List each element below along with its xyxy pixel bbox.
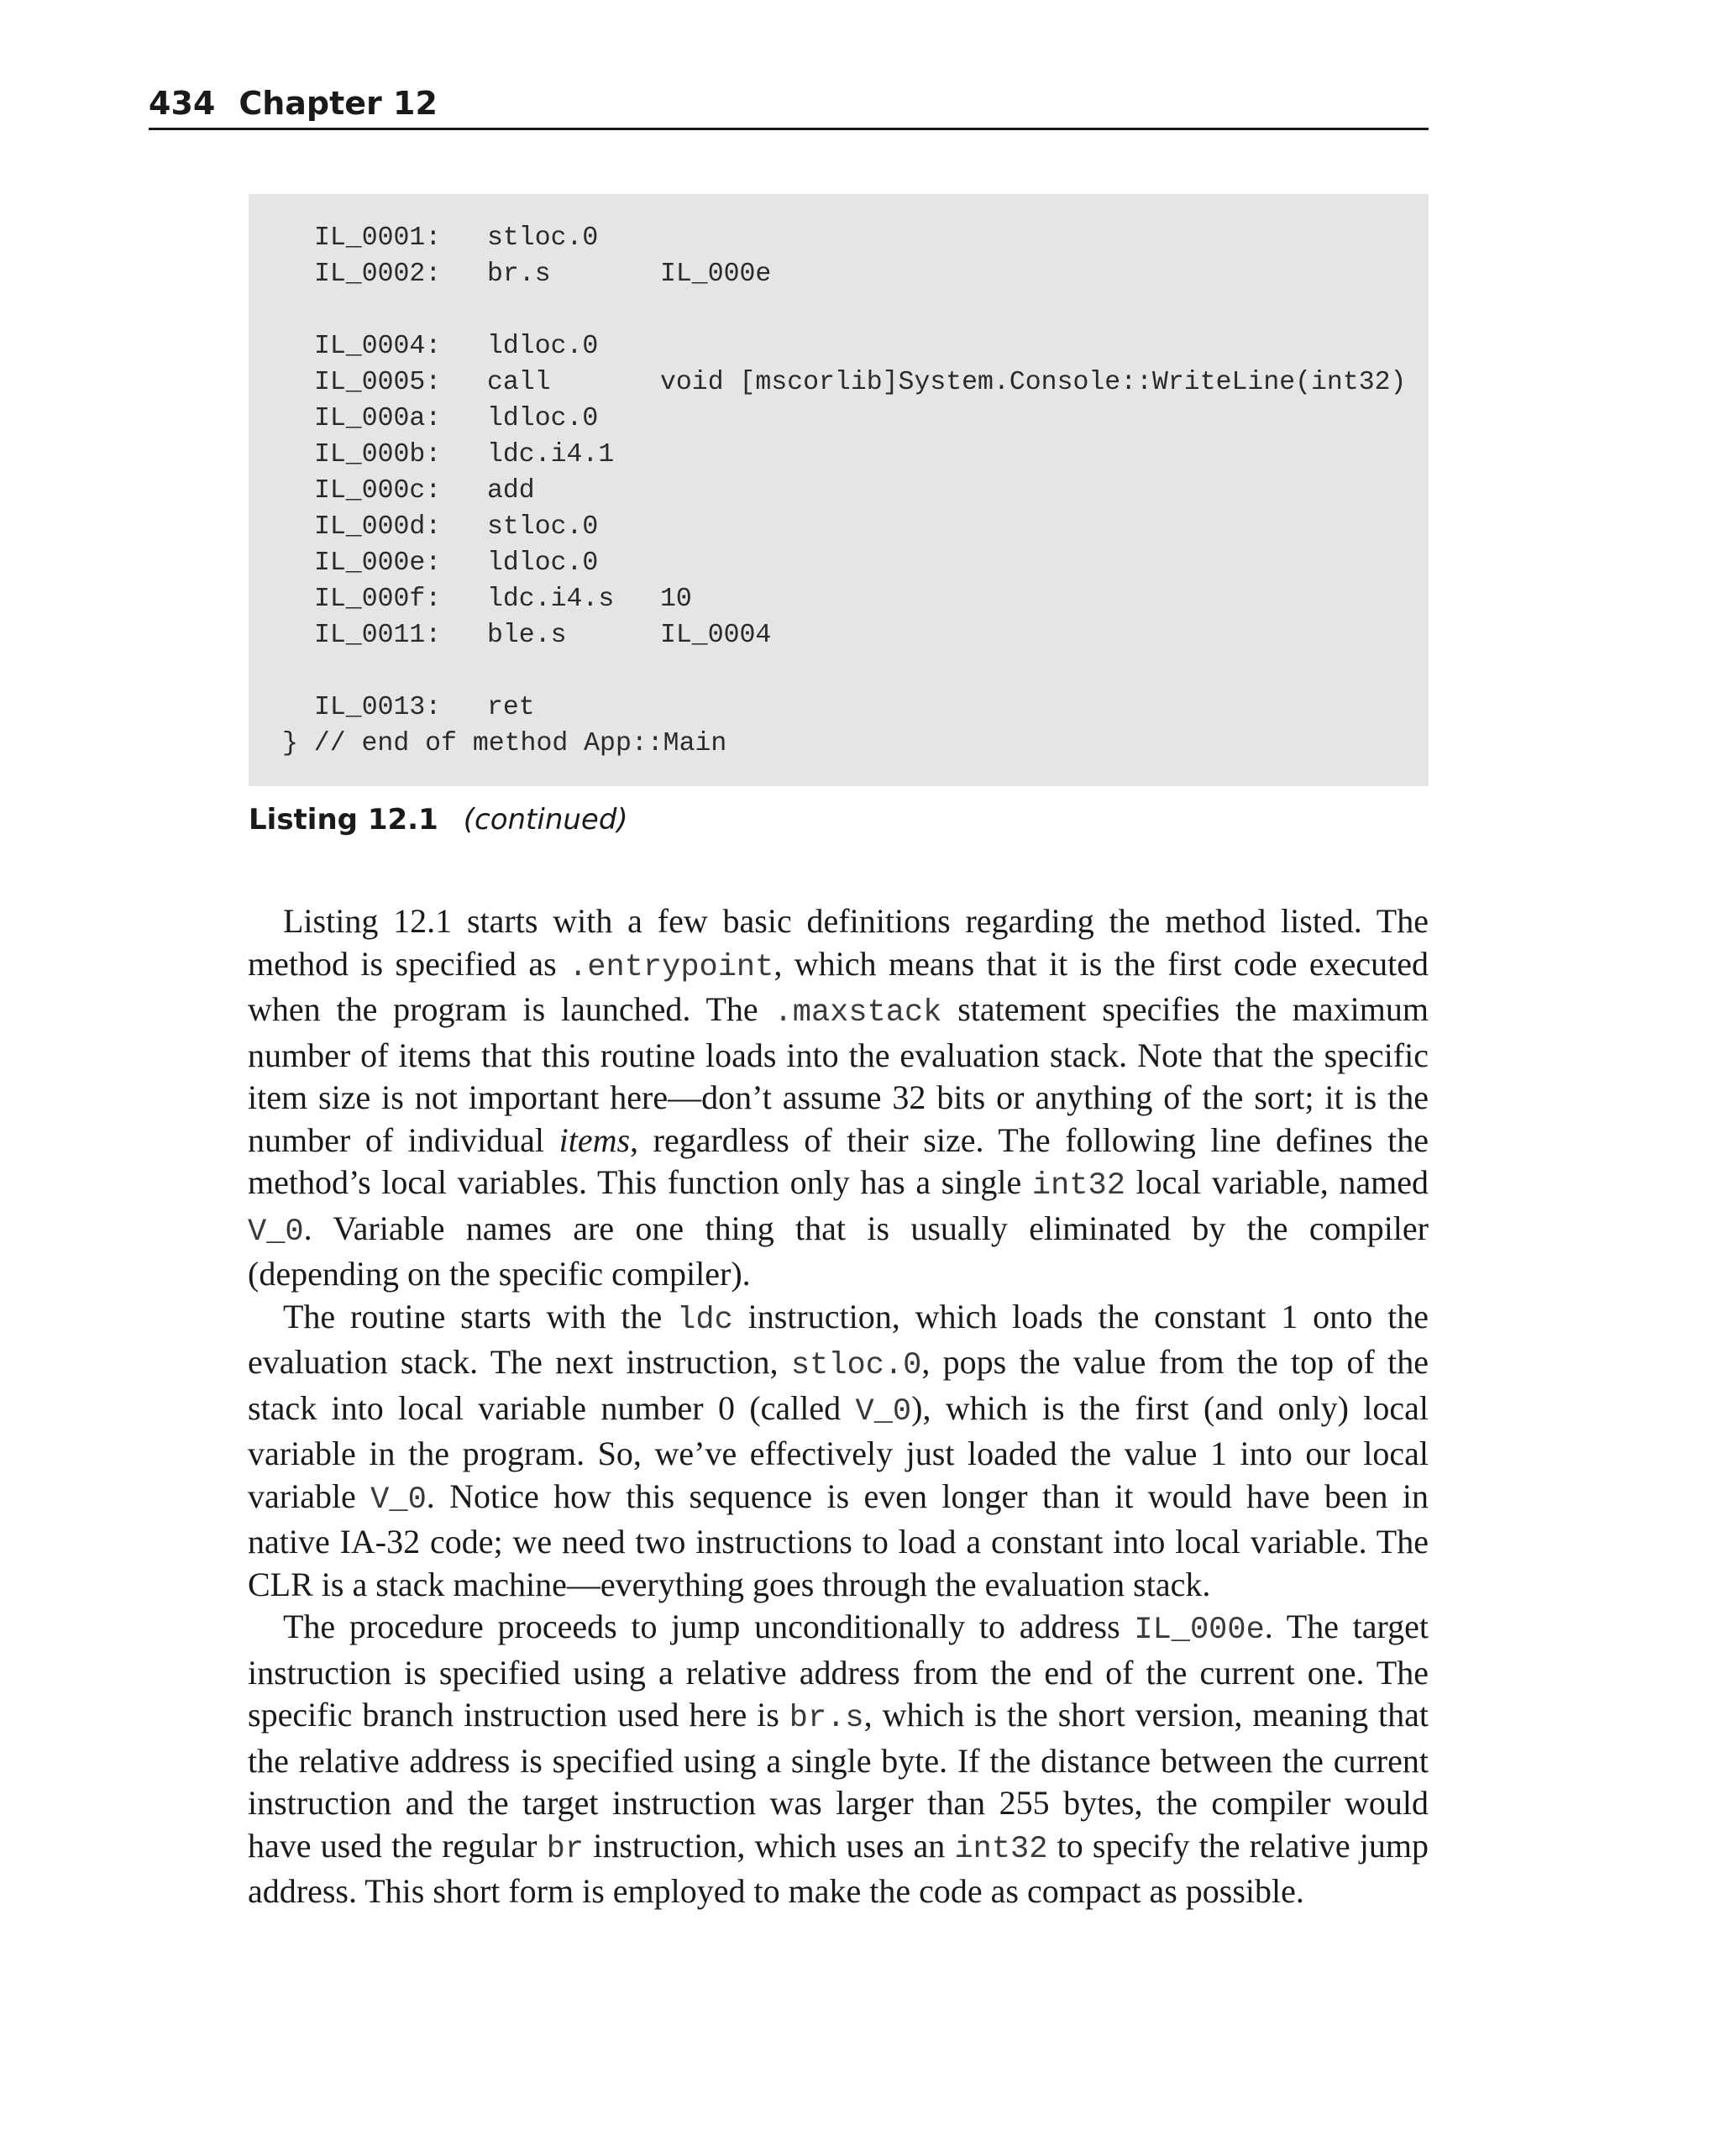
code-address: IL_000f: bbox=[314, 585, 442, 614]
paragraph-text: . The target instruction is specified using a relative address from the end of the current one. The specific branch instruction used here is bbox=[248, 1608, 1429, 1734]
paragraph-text: statement specifies the maximum number of items that this routine loads into the evaluation stack. Note that the specific item size is not important here—don’t assume 32 bits or anything of the sort; it is the number of individual bbox=[248, 990, 1429, 1159]
code-opcode: ldloc.0 bbox=[487, 404, 599, 433]
code-address: IL_0001: bbox=[314, 223, 442, 253]
inline-code: V_0 bbox=[370, 1482, 427, 1518]
paragraph-text: ), which is the first (and only) local variable in the program. So, we’ve effectively just loaded the value 1 into our local variable bbox=[248, 1388, 1429, 1515]
code-line bbox=[249, 473, 1429, 509]
paragraph-text: , which is the short version, meaning that the relative address is specified using a single byte. If the distance between the current instruction and the target instruction was larger than 255 bytes, the compiler would have used the regular bbox=[248, 1696, 1429, 1865]
code-blank-line bbox=[249, 292, 1429, 328]
paragraph-text: , regardless of their size. The following line defines the method’s local variables. This function only has a single bbox=[248, 1120, 1429, 1201]
code-operand: 10 bbox=[660, 585, 692, 614]
code-line bbox=[249, 617, 1429, 653]
paragraph-text: , which means that it is the first code executed when the program is launched. The bbox=[248, 944, 1429, 1028]
code-line bbox=[249, 220, 1429, 256]
code-line bbox=[249, 690, 1429, 726]
listing-caption-label: Listing 12.1 bbox=[249, 803, 438, 837]
inline-code: .entrypoint bbox=[569, 949, 774, 985]
inline-code: br.s bbox=[789, 1701, 864, 1736]
emphasis-text: items bbox=[558, 1120, 631, 1159]
inline-code: stloc.0 bbox=[790, 1348, 922, 1383]
code-line bbox=[249, 256, 1429, 292]
listing-caption bbox=[249, 800, 628, 840]
code-operand: IL_000e bbox=[660, 260, 772, 289]
code-address: IL_0013: bbox=[314, 693, 442, 722]
code-address: IL_000b: bbox=[314, 440, 442, 469]
code-address: IL_0004: bbox=[314, 332, 442, 361]
inline-code: ldc bbox=[677, 1302, 733, 1338]
code-line bbox=[249, 581, 1429, 617]
code-blank-line bbox=[249, 653, 1429, 690]
inline-code: V_0 bbox=[248, 1214, 304, 1250]
code-line bbox=[249, 545, 1429, 581]
listing-caption-note: (continued) bbox=[463, 803, 628, 837]
body-paragraph bbox=[248, 900, 1429, 1296]
code-line bbox=[249, 509, 1429, 545]
code-listing-box bbox=[249, 194, 1429, 786]
code-opcode: ldc.i4.s bbox=[487, 585, 615, 614]
code-opcode: stloc.0 bbox=[487, 512, 599, 542]
code-opcode: add bbox=[487, 476, 535, 506]
paragraph-text: to specify the relative jump address. This short form is employed to make the code as compact as possible. bbox=[248, 1826, 1429, 1910]
paragraph-text: instruction, which loads the constant 1 onto the evaluation stack. The next instruction, bbox=[248, 1297, 1429, 1381]
code-opcode: stloc.0 bbox=[487, 223, 599, 253]
paragraph-text: , pops the value from the top of the stack into local variable number 0 (called bbox=[248, 1343, 1429, 1427]
code-line bbox=[249, 401, 1429, 437]
code-opcode: ldloc.0 bbox=[487, 332, 599, 361]
code-opcode: call bbox=[487, 368, 551, 397]
inline-code: V_0 bbox=[855, 1393, 912, 1429]
code-closing-text: } // end of method App::Main bbox=[282, 729, 727, 758]
body-paragraph bbox=[248, 1296, 1429, 1607]
code-address: IL_000c: bbox=[314, 476, 442, 506]
code-opcode: ldloc.0 bbox=[487, 548, 599, 578]
code-line bbox=[249, 437, 1429, 473]
running-header bbox=[149, 82, 1429, 130]
code-address: IL_0005: bbox=[314, 368, 442, 397]
code-opcode: ldc.i4.1 bbox=[487, 440, 615, 469]
code-opcode: ret bbox=[487, 693, 535, 722]
code-listing bbox=[249, 220, 1429, 762]
code-address: IL_000e: bbox=[314, 548, 442, 578]
paragraph-text: Listing 12.1 starts with a few basic definitions regarding the method listed. The method is specified as bbox=[248, 902, 1429, 983]
inline-code: int32 bbox=[954, 1831, 1048, 1867]
inline-code: int32 bbox=[1031, 1168, 1125, 1204]
paragraph-text: instruction, which uses an bbox=[584, 1826, 955, 1865]
paragraph-text: The routine starts with the bbox=[283, 1297, 678, 1335]
code-opcode: ble.s bbox=[487, 621, 567, 650]
chapter-title: Chapter 12 bbox=[239, 85, 438, 122]
code-operand: void [mscorlib]System.Console::WriteLine(int32) bbox=[660, 368, 1407, 397]
inline-code: br bbox=[546, 1831, 585, 1867]
code-operand: IL_0004 bbox=[660, 621, 772, 650]
code-address: IL_0011: bbox=[314, 621, 442, 650]
code-line bbox=[249, 328, 1429, 365]
page-number: 434 bbox=[149, 85, 216, 122]
inline-code: IL_000e bbox=[1134, 1613, 1265, 1648]
code-closing-line bbox=[249, 726, 1429, 762]
paragraph-text: . Notice how this sequence is even longer than it would have been in native IA-32 code; we need two instructions to load a constant into local variable. The CLR is a stack machine—everything goes through the evaluation stack. bbox=[248, 1477, 1429, 1603]
paragraph-text: local variable, named bbox=[1125, 1163, 1429, 1201]
code-line bbox=[249, 365, 1429, 401]
body-text bbox=[248, 900, 1429, 1913]
paragraph-text: The procedure proceeds to jump unconditionally to address bbox=[283, 1608, 1135, 1645]
code-address: IL_000d: bbox=[314, 512, 442, 542]
inline-code: .maxstack bbox=[773, 995, 942, 1031]
code-address: IL_0002: bbox=[314, 260, 442, 289]
code-opcode: br.s bbox=[487, 260, 551, 289]
paragraph-text: . Variable names are one thing that is usually eliminated by the compiler (depending on the specific compiler). bbox=[248, 1209, 1429, 1293]
code-address: IL_000a: bbox=[314, 404, 442, 433]
body-paragraph bbox=[248, 1606, 1429, 1913]
